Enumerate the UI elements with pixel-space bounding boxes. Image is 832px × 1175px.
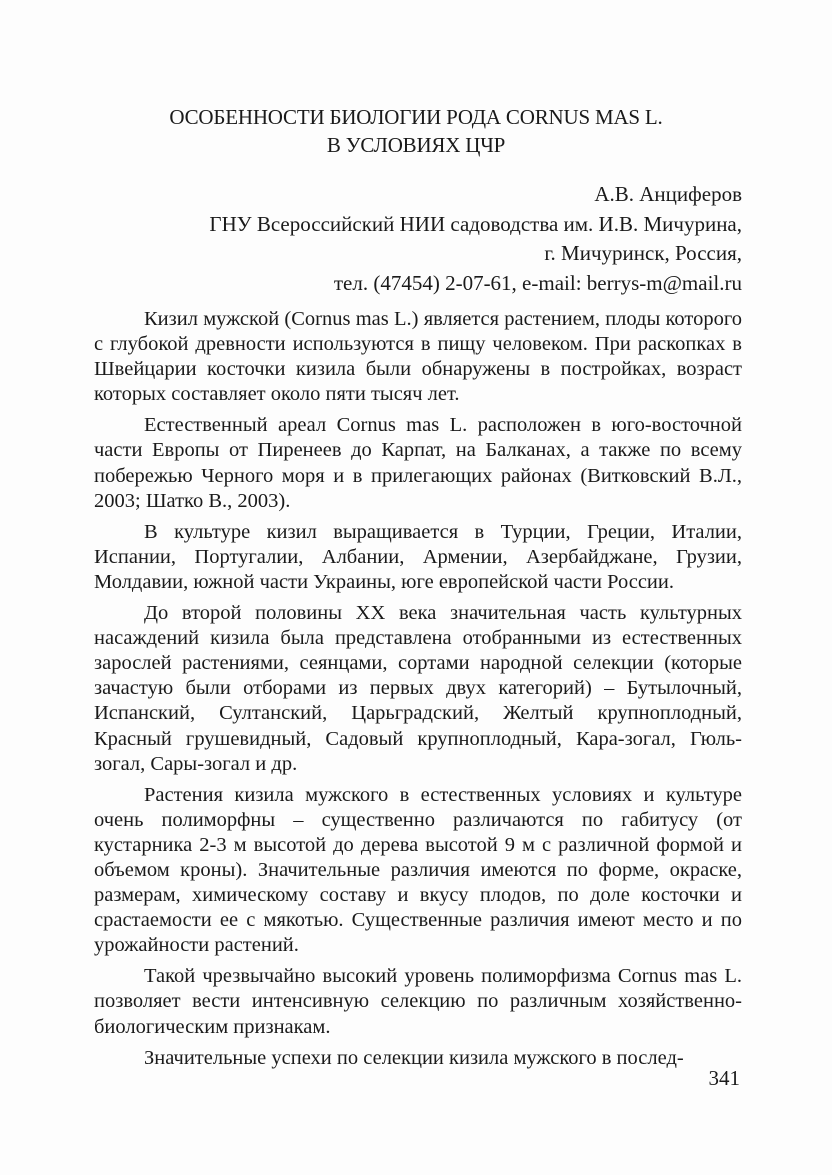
paragraph: Растения кизила мужского в естественных условиях и культуре очень полиморфны – существенно различаются по габитусу (от кустарника 2-3 м высотой до дерева высотой 9 м с различной формой и объемом кроны). Значительные различия имеются по форме, окраске, размерам, химическому составу и вкусу плодов, по доле косточки и срастаемости ее с мякотью. Существенные различия имеют место и по урожайности растений.	[94, 783, 742, 957]
paragraph: Значительные успехи по селекции кизила мужского в послед-	[144, 1046, 684, 1069]
title-line-1: ОСОБЕННОСТИ БИОЛОГИИ РОДА CORNUS MAS L.	[169, 105, 663, 129]
title-line-2: В УСЛОВИЯХ ЦЧР	[326, 133, 506, 157]
affiliation-line-1: ГНУ Всероссийский НИИ садоводства им. И.В. Мичурина,	[209, 211, 742, 236]
paragraph: Естественный ареал Cornus mas L. расположен в юго-восточной части Европы от Пиренеев до Карпат, на Балканах, а также по всему побережью Черного моря и в прилегающих районах (Витковский В.Л., 2003; Шатко В., 2003).	[94, 414, 742, 512]
paragraph: Кизил мужской (Cornus mas L.) является растением, плоды которого с глубокой древности используются в пищу человеком. При раскопках в Швейцарии косточки кизила были обнаружены в постройках, возраст которых составляет около пяти тысяч лет.	[94, 308, 742, 406]
paragraph: Такой чрезвычайно высокий уровень полиморфизма Cornus mas L. позволяет вести интенсивную селекцию по различным хозяйственно-биологическим признакам.	[94, 965, 742, 1038]
author-name: А.В. Анциферов	[594, 182, 742, 206]
author-block	[102, 180, 742, 298]
article-title	[90, 103, 742, 159]
affiliation-line-2: г. Мичуринск, Россия,	[544, 241, 742, 265]
paragraph: В культуре кизил выращивается в Турции, Греции, Италии, Испании, Португалии, Албании, Армении, Азербайджане, Грузии, Молдавии, южной части Украины, юге европейской части России.	[94, 520, 742, 593]
page-number: 341	[708, 1066, 740, 1090]
contact-info: тел. (47454) 2-07-61, e-mail: berrys-m@mail.ru	[333, 270, 742, 295]
body-text	[94, 307, 742, 1077]
paragraph: До второй половины XX века значительная часть культурных насаждений кизила была представлена отобранными из естественных зарослей растениями, сеянцами, сортами народной селекции (которые зачастую были отборами из первых двух категорий) – Бутылочный, Испанский, Султанский, Царьградский, Желтый крупноплодный, Красный грушевидный, Садовый крупноплодный, Кара-зогал, Гюль-зогал, Сары-зогал и др.	[94, 602, 742, 775]
